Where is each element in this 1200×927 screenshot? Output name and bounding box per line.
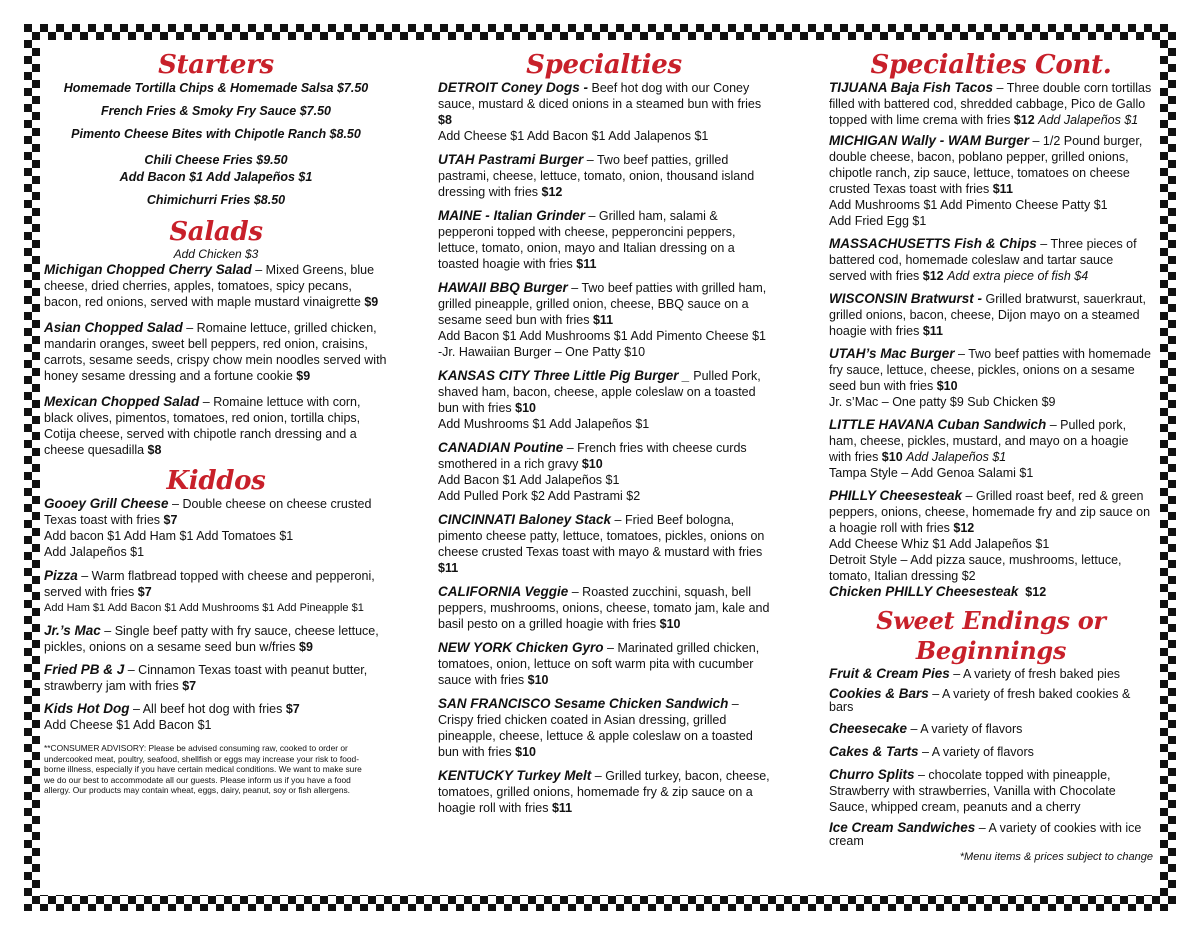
item-name: LITTLE HAVANA Cuban Sandwich (829, 417, 1047, 432)
item-price: $8 (147, 443, 162, 457)
menu-item (438, 80, 770, 128)
item-price: $10 (659, 617, 681, 631)
specialties-heading: Specialties (526, 50, 682, 80)
item-desc: – Mixed Greens, blue cheese, dried cherries, apples, tomatoes, spicy pecans, bacon, red onions, served with maple mustard vinaigrette (44, 263, 375, 309)
menu-item (829, 821, 1153, 848)
item-addons: Add bacon $1 Add Ham $1 Add Tomatoes $1 (44, 529, 294, 543)
left-column (44, 42, 388, 796)
item-price: $7 (285, 702, 300, 716)
item-name: Fruit & Cream Pies (829, 666, 950, 681)
item-price: $11 (576, 257, 597, 271)
item-addons: Detroit Style – Add pizza sauce, mushrooms, lettuce, tomato, Italian dressing $2 (829, 553, 1122, 583)
item-addons: Jr. s’Mac – One patty $9 Sub Chicken $9 (829, 395, 1056, 409)
item-price: $9 (364, 295, 379, 309)
menu-item (829, 721, 1153, 737)
price-change-note: *Menu items & prices subject to change (959, 851, 1153, 863)
item-name: CALIFORNIA Veggie (438, 584, 569, 599)
item-desc: – A variety of fresh baked pies (949, 667, 1121, 681)
item-desc: – Romaine lettuce with corn, black olives, pimentos, tomatoes, red onion, tortilla chips, Cotija cheese, served with chipotle ranch dressing and a cheese quesadilla (44, 395, 361, 457)
right-column (829, 42, 1153, 863)
item-desc: – Roasted zucchini, squash, bell peppers, mushrooms, onions, cheese, tomato jam, kale and basil pesto on a grilled hoagie with fries (438, 585, 770, 631)
starter-addons: Add Bacon $1 Add Jalapeños $1 (119, 170, 313, 184)
item-price: $10 (515, 401, 536, 415)
menu-item (829, 291, 1153, 339)
item-price: $9 (299, 640, 313, 654)
menu-item (829, 687, 1153, 714)
item-name: NEW YORK Chicken Gyro (438, 640, 604, 655)
item-name: MAINE - Italian Grinder (438, 208, 586, 223)
menu-item (438, 768, 770, 816)
item-desc: – Two beef patties with grilled ham, grilled pineapple, grilled onion, cheese, BBQ sauce on a sesame seed bun with fries (438, 281, 767, 327)
item-price: $12 (1025, 585, 1047, 599)
menu-item (438, 512, 770, 576)
menu-item (438, 640, 770, 688)
item-name: CINCINNATI Baloney Stack (438, 512, 612, 527)
item-name: Mexican Chopped Salad (44, 394, 200, 409)
item-price: $10 (527, 673, 549, 687)
add-chicken-note: Add Chicken $3 (173, 247, 259, 261)
item-name: Chicken PHILLY Cheesesteak (829, 584, 1019, 599)
item-desc: – French fries with cheese curds smothered in a rich gravy (438, 441, 747, 471)
item-name: PHILLY Cheesesteak (829, 488, 963, 503)
item-addons: Add Jalapeños $1 (44, 545, 145, 559)
item-price: $10 (581, 457, 603, 471)
item-name: Cheesecake (829, 721, 908, 736)
menu-item (44, 262, 388, 310)
item-addons: Add Cheese Whiz $1 Add Jalapeños $1 (829, 537, 1050, 551)
menu-item (44, 320, 388, 384)
item-name: Kids Hot Dog (44, 701, 130, 716)
menu-item (44, 701, 388, 717)
item-name: CANADIAN Poutine (438, 440, 564, 455)
starter-item: Chimichurri Fries $8.50 (146, 193, 286, 207)
menu-item (438, 152, 770, 200)
salads-heading: Salads (169, 217, 263, 247)
item-desc: – Crispy fried chicken coated in Asian dressing, grilled pineapple, cheese, lettuce & apple coleslaw on a toasted bun with fries (438, 697, 753, 759)
menu-item (829, 666, 1153, 682)
item-addons: Add Jalapeños $1 (906, 450, 1007, 464)
starter-item: Chili Cheese Fries $9.50 (144, 153, 288, 167)
item-addons: Tampa Style – Add Genoa Salami $1 (829, 466, 1034, 480)
item-name: UTAH’s Mac Burger (829, 346, 955, 361)
item-addons: Add extra piece of fish $4 (947, 269, 1089, 283)
item-desc: – A variety of flavors (907, 722, 1023, 736)
item-name: WISCONSIN Bratwurst - (829, 291, 983, 306)
item-price: $7 (182, 679, 197, 693)
item-price: $9 (296, 369, 311, 383)
menu-item (438, 440, 770, 472)
item-addons: Add Jalapeños $1 (1038, 113, 1139, 127)
item-name: Jr.’s Mac (44, 623, 101, 638)
item-name: SAN FRANCISCO Sesame Chicken Sandwich (438, 696, 729, 711)
item-name: Pizza (44, 568, 78, 583)
item-desc: Grilled bratwurst, sauerkraut, grilled onions, bacon, cheese, Dijon mayo on a steamed hoagie with fries (829, 292, 1146, 338)
starter-item: Homemade Tortilla Chips & Homemade Salsa $7.50 (63, 81, 369, 95)
item-price: $10 (515, 745, 536, 759)
menu-item (44, 623, 388, 655)
item-name: Fried PB & J (44, 662, 125, 677)
item-price: $12 (1013, 113, 1035, 127)
starter-item: Pimento Cheese Bites with Chipotle Ranch $8.50 (71, 127, 361, 141)
item-desc: – Single beef patty with fry sauce, cheese lettuce, pickles, onions on a sesame seed bun w/fries (44, 624, 379, 654)
menu-item (829, 744, 1153, 760)
item-name: MICHIGAN Wally - WAM Burger (829, 133, 1030, 148)
item-name: KENTUCKY Turkey Melt (438, 768, 592, 783)
item-desc: – Two beef patties, grilled pastrami, cheese, lettuce, tomato, onion, thousand island dressing with fries (438, 153, 755, 199)
kiddos-heading: Kiddos (166, 466, 266, 496)
middle-column (438, 42, 770, 816)
item-extra: Add Bacon $1 Add Mushrooms $1 Add Pimento Cheese $1 -Jr. Hawaiian Burger – One Patty $10 (438, 329, 766, 359)
item-name: DETROIT Coney Dogs - (438, 80, 589, 95)
item-desc: – Grilled roast beef, red & green peppers, onions, cheese, homemade fry and zip sauce on a hoagie roll with fries (829, 489, 1151, 535)
item-desc: – Warm flatbread topped with cheese and pepperoni, served with fries (44, 569, 375, 599)
menu-item (829, 584, 1153, 600)
menu-item (829, 80, 1153, 128)
menu-item (829, 133, 1153, 197)
item-desc: – All beef hot dog with fries (129, 702, 286, 716)
menu-item (829, 417, 1153, 465)
item-price: $11 (992, 182, 1013, 196)
item-price: $11 (551, 801, 573, 815)
menu-item (438, 368, 770, 416)
item-price: $11 (438, 561, 459, 575)
item-price: $12 (922, 269, 944, 283)
item-name: MASSACHUSETTS Fish & Chips (829, 236, 1037, 251)
menu-item (44, 496, 388, 528)
menu-item (438, 696, 770, 760)
item-name: Churro Splits (829, 767, 915, 782)
starter-item: French Fries & Smoky Fry Sauce $7.50 (101, 104, 331, 118)
item-desc: – Grilled ham, salami & pepperoni topped with cheese, pepperoncini peppers, lettuce, tomato, onion, mayo and Italian dressing on a toasted hoagie with fries (438, 209, 736, 271)
specialties-cont-heading: Specialties Cont. (870, 50, 1112, 80)
item-desc: – 1/2 Pound burger, double cheese, bacon, poblano pepper, grilled onions, chipotle ranch, zip sauce, lettuce, tomatoes on cheese crusted Texas toast with fries (829, 134, 1143, 196)
item-price: $10 (936, 379, 958, 393)
item-addons: Add Ham $1 Add Bacon $1 Add Mushrooms $1 Add Pineapple $1 (44, 602, 364, 614)
item-name: Cookies & Bars (829, 686, 929, 701)
item-desc: Beef hot dog with our Coney sauce, mustard & diced onions in a steamed bun with fries (438, 81, 762, 111)
item-name: Gooey Grill Cheese (44, 496, 169, 511)
item-name: UTAH Pastrami Burger (438, 152, 584, 167)
item-desc: – chocolate topped with pineapple, Strawberry with strawberries, Vanilla with Chocolate Sauce, whipped cream, peanuts and a cherry (829, 768, 1116, 814)
item-name: KANSAS CITY Three Little Pig Burger _ (438, 368, 690, 383)
menu-item (829, 236, 1153, 284)
item-price: $11 (922, 324, 943, 338)
item-desc: – Pulled pork, ham, cheese, pickles, mustard, and mayo on a hoagie with fries (829, 418, 1129, 464)
item-price: $12 (541, 185, 563, 199)
sweet-endings-heading: Sweet Endings or Beginnings (876, 606, 1106, 665)
item-desc: – Two beef patties with homemade fry sauce, lettuce, cheese, pickles, onions on a sesame seed bun with fries (829, 347, 1151, 393)
menu-item (829, 488, 1153, 536)
item-name: Michigan Chopped Cherry Salad (44, 262, 252, 277)
menu-item (44, 568, 388, 600)
item-desc: – Grilled turkey, bacon, cheese, tomatoes, grilled onions, homemade fry & zip sauce on a hoagie roll with fries (438, 769, 770, 815)
item-desc: – Double cheese on cheese crusted Texas toast with fries (44, 497, 372, 527)
item-desc: – Cinnamon Texas toast with peanut butter, strawberry jam with fries (44, 663, 368, 693)
item-desc: – Three double corn tortillas filled with battered cod, shredded cabbage, Pico de Gallo topped with lime crema with fries (829, 81, 1152, 127)
item-addons: Add Cheese $1 Add Bacon $1 (44, 718, 212, 732)
menu-item (438, 280, 770, 328)
starters-heading: Starters (158, 50, 274, 80)
item-desc: Pulled Pork, shaved ham, bacon, cheese, apple coleslaw on a toasted bun with fries (438, 369, 761, 415)
item-addons: Add Bacon $1 Add Jalapeños $1 (438, 473, 620, 487)
item-name: TIJUANA Baja Fish Tacos (829, 80, 994, 95)
menu-item (44, 394, 388, 458)
item-name: HAWAII BBQ Burger (438, 280, 568, 295)
item-addons: Add Mushrooms $1 Add Pimento Cheese Patty $1 (829, 198, 1108, 212)
item-desc: – Three pieces of battered cod, homemade coleslaw and tartar sauce served with fries (829, 237, 1137, 283)
item-desc: – A variety of flavors (918, 745, 1034, 759)
item-addons: Add Cheese $1 Add Bacon $1 Add Jalapenos $1 (438, 129, 709, 143)
item-desc: – A variety of cookies with ice cream (829, 821, 1142, 848)
menu-item (44, 662, 388, 694)
item-desc: – A variety of fresh baked cookies & bars (829, 687, 1131, 714)
item-addons: Add Mushrooms $1 Add Jalapeños $1 (438, 417, 650, 431)
menu-item (438, 584, 770, 632)
item-name: Cakes & Tarts (829, 744, 919, 759)
menu-item (438, 208, 770, 272)
item-desc: – Fried Beef bologna, pimento cheese patty, lettuce, tomatoes, pickles, onions on cheese crusted Texas toast with mayo & mustard with fries (438, 513, 765, 559)
item-addons: Add Fried Egg $1 (829, 214, 927, 228)
menu-item (829, 346, 1153, 394)
item-desc: – Marinated grilled chicken, tomatoes, onion, lettuce on soft warm pita with cucumber sauce with fries (438, 641, 760, 687)
item-price: $7 (137, 585, 152, 599)
menu-item (829, 767, 1153, 815)
consumer-advisory: **CONSUMER ADVISORY: Please be advised consuming raw, cooked to order or undercooked meat, poultry, seafood, shellfish or eggs may increase your risk to food-borne illness, especially if you have certain medical conditions. We want to make sure we do our best to accommodate all our guests. Please inform us if you have a food allergy. Our products may contain wheat, eggs, dairy, peanut, soy or fish allergens. (44, 743, 362, 795)
item-addons: Add Pulled Pork $2 Add Pastrami $2 (438, 489, 641, 503)
item-desc: – Romaine lettuce, grilled chicken, mandarin oranges, sweet bell peppers, red onion, craisins, carrots, sesame seeds, crispy chow mein noodles served with honey sesame dressing and a fortune cookie (44, 321, 387, 383)
item-name: Ice Cream Sandwiches (829, 820, 976, 835)
item-price: $11 (592, 313, 614, 327)
item-name: Asian Chopped Salad (44, 320, 183, 335)
item-price: $8 (438, 113, 452, 127)
item-price: $12 (953, 521, 975, 535)
item-price: $10 (881, 450, 903, 464)
item-price: $7 (163, 513, 178, 527)
